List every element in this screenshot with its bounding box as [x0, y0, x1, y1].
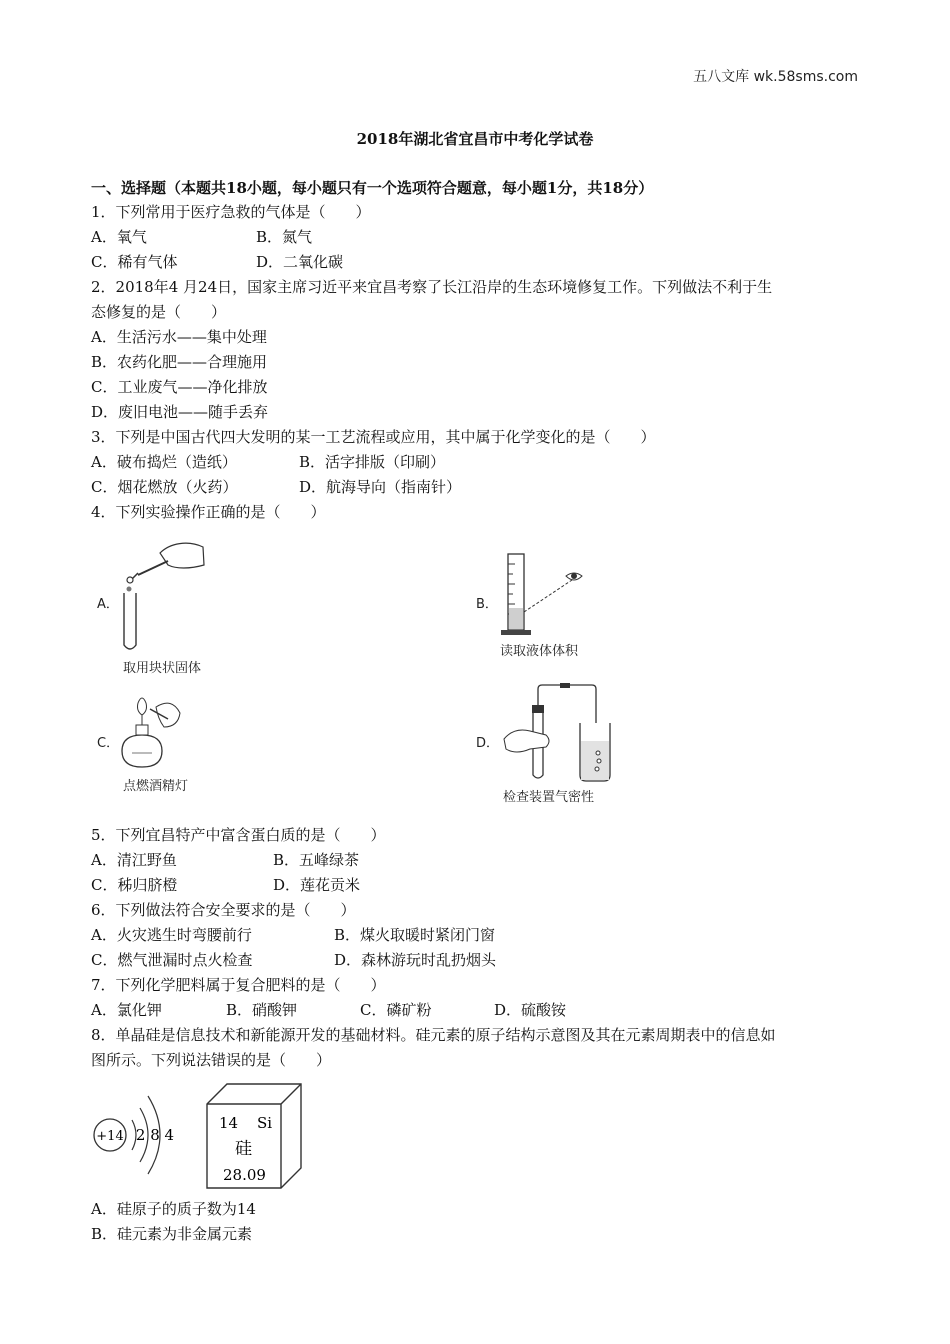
q8-stem-line1: 8．单晶硅是信息技术和新能源开发的基础材料。硅元素的原子结构示意图及其在元素周期表中的信息如 — [91, 1026, 776, 1044]
q8-option-a: A．硅原子的质子数为14 — [91, 1200, 256, 1218]
q3-stem: 3．下列是中国古代四大发明的某一工艺流程或应用，其中属于化学变化的是（ ） — [91, 428, 656, 446]
q3-option-c: C．烟花燃放（火药） — [91, 478, 238, 496]
q2-option-c: C．工业废气——净化排放 — [91, 378, 268, 396]
q6-option-b: B．煤火取暖时紧闭门窗 — [334, 926, 496, 944]
fig-d-letter: D． — [476, 736, 500, 751]
section-heading: 一、选择题（本题共18小题，每小题只有一个选项符合题意，每小题1分，共18分） — [91, 179, 654, 197]
q7-option-d: D．硫酸铵 — [494, 1001, 567, 1019]
q7-stem: 7．下列化学肥料属于复合肥料的是（ ） — [91, 976, 386, 994]
fig-c-letter: C． — [97, 736, 120, 751]
fig-a-letter: A． — [97, 597, 119, 612]
q8-option-b: B．硅元素为非金属元素 — [91, 1225, 253, 1243]
q2-option-d: D．废旧电池——随手丢弃 — [91, 403, 269, 421]
fig-c-alcohol-lamp-drawing — [112, 693, 192, 773]
q6-option-c: C．燃气泄漏时点火检查 — [91, 951, 253, 969]
q3-option-a: A．破布捣烂（造纸） — [91, 453, 237, 471]
q2-stem-line1: 2．2018年4 月24日，国家主席习近平来宜昌考察了长江沿岸的生态环境修复工作。下列做法不利于生 — [91, 278, 773, 296]
q2-option-a: A．生活污水——集中处理 — [91, 328, 267, 346]
q3-option-b: B．活字排版（印刷） — [299, 453, 446, 471]
q5-option-d: D．莲花贡米 — [273, 876, 361, 894]
q4-stem: 4．下列实验操作正确的是（ ） — [91, 503, 326, 521]
fig-a-test-tube-drawing — [118, 535, 218, 655]
q1-option-b: B．氮气 — [256, 228, 313, 246]
fig-b-caption: 读取液体体积 — [500, 644, 579, 659]
q7-option-c: C．磷矿粉 — [360, 1001, 432, 1019]
q1-option-d: D．二氧化碳 — [256, 253, 344, 271]
q1-option-a: A．氧气 — [91, 228, 147, 246]
element-atomic-number: 14 — [219, 1114, 239, 1132]
q6-stem: 6．下列做法符合安全要求的是（ ） — [91, 901, 356, 919]
q5-option-a: A．清江野鱼 — [91, 851, 177, 869]
atom-electron-shells: 2 8 4 — [135, 1126, 175, 1144]
q1-stem: 1．下列常用于医疗急救的气体是（ ） — [91, 203, 371, 221]
q5-option-b: B．五峰绿茶 — [273, 851, 360, 869]
q6-option-d: D．森林游玩时乱扔烟头 — [334, 951, 497, 969]
fig-c-caption: 点燃酒精灯 — [123, 779, 189, 794]
q5-option-c: C．秭归脐橙 — [91, 876, 178, 894]
fig-b-cylinder-drawing — [498, 552, 588, 637]
atom-nucleus-charge: +14 — [96, 1129, 124, 1144]
q6-option-a: A．火灾逃生时弯腰前行 — [91, 926, 252, 944]
fig-a-caption: 取用块状固体 — [123, 661, 202, 676]
q7-option-b: B．硝酸钾 — [226, 1001, 298, 1019]
q1-option-c: C．稀有气体 — [91, 253, 178, 271]
q2-option-b: B．农药化肥——合理施用 — [91, 353, 268, 371]
element-symbol: Si — [257, 1114, 273, 1132]
element-atomic-mass: 28.09 — [223, 1166, 266, 1184]
q3-option-d: D．航海导向（指南针） — [299, 478, 462, 496]
watermark: 五八文库 wk.58sms.com — [693, 69, 858, 85]
periodic-table-cell — [205, 1082, 305, 1194]
element-name: 硅 — [235, 1139, 252, 1159]
q8-stem-line2: 图所示。下列说法错误的是（ ） — [91, 1051, 332, 1069]
fig-b-letter: B． — [476, 597, 498, 612]
q2-stem-line2: 态修复的是（ ） — [91, 303, 227, 321]
fig-d-caption: 检查装置气密性 — [503, 790, 595, 805]
fig-d-airtightness-drawing — [500, 683, 610, 785]
page-title: 2018年湖北省宜昌市中考化学试卷 — [356, 130, 594, 148]
q7-option-a: A．氯化钾 — [91, 1001, 162, 1019]
silicon-atom-diagram — [90, 1080, 190, 1190]
q5-stem: 5．下列宜昌特产中富含蛋白质的是（ ） — [91, 826, 386, 844]
